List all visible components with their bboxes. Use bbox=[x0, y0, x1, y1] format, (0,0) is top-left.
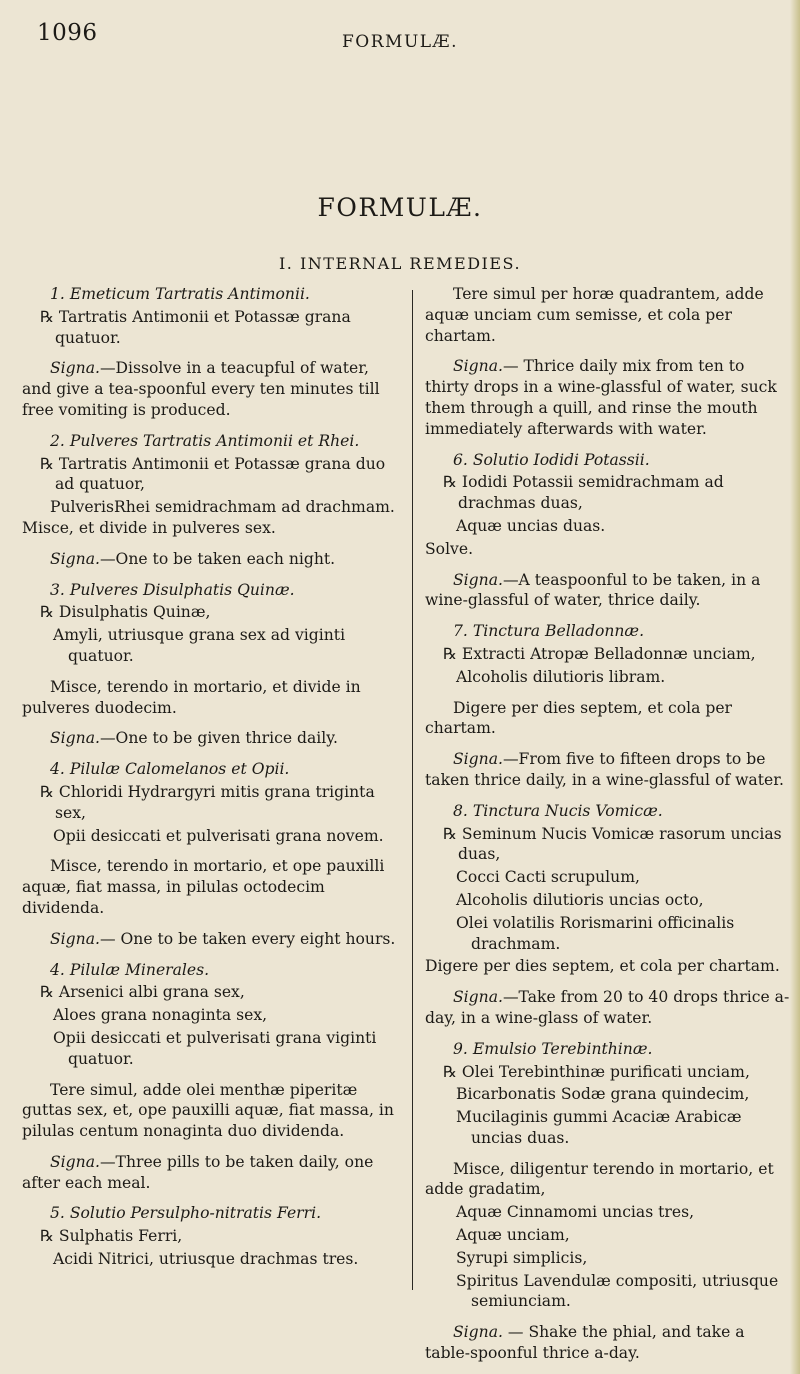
signa-label: Signa. bbox=[50, 359, 100, 378]
signa-instruction bbox=[425, 987, 790, 1029]
prescription-line: ℞ Tartratis Antimonii et Potassæ grana quatuor. bbox=[40, 307, 351, 347]
signa-text: —Three pills to be taken daily, one after each meal. bbox=[22, 1152, 374, 1192]
page-edge-shadow bbox=[790, 0, 800, 1374]
ingredient-line: Aquæ uncias duas. bbox=[456, 516, 606, 535]
signa-text: — Thrice daily mix from ten to thirty drops in a wine-glassful of water, suck them through a quill, and rinse the mouth immediately afterwards with water. bbox=[425, 357, 777, 438]
instruction-text: Tere simul, adde olei menthæ piperitæ guttas sex, et, ope pauxilli aquæ, fiat massa, in pilulas centum nonaginta duo dividenda. bbox=[22, 1080, 394, 1141]
signa-text: — Shake the phial, and take a table-spoonful thrice a-day. bbox=[425, 1323, 745, 1363]
signa-text: — One to be taken every eight hours. bbox=[99, 929, 396, 948]
instruction-text: Misce, diligentur terendo in mortario, et adde gradatim, bbox=[425, 1159, 774, 1199]
ingredient-line: Aquæ Cinnamomi uncias tres, bbox=[456, 1203, 695, 1222]
ingredient-line: Aloes grana nonaginta sex, bbox=[53, 1006, 268, 1025]
ingredient-line: Acidi Nitrici, utriusque drachmas tres. bbox=[53, 1250, 359, 1269]
instruction-text: Misce, terendo in mortario, et divide in pulveres duodecim. bbox=[22, 677, 361, 717]
page-number: 1096 bbox=[37, 20, 98, 46]
instruction-text: Solve. bbox=[425, 539, 474, 558]
signa-instruction bbox=[22, 728, 400, 749]
ingredient-line: Aquæ unciam, bbox=[456, 1226, 570, 1245]
signa-text: —Dissolve in a teacupful of water, and give a tea-spoonful every ten minutes till free vomiting is produced. bbox=[22, 359, 380, 419]
prescription-line: ℞ Disulphatis Quinæ, bbox=[40, 603, 211, 622]
instruction-text: PulverisRhei semidrachmam ad drachmam. Misce, et divide in pulveres sex. bbox=[22, 498, 395, 537]
ingredient-line: Syrupi simplicis, bbox=[456, 1248, 588, 1267]
ingredient-line: Alcoholis dilutioris libram. bbox=[456, 667, 666, 686]
left-column bbox=[22, 284, 400, 1280]
signa-text: —Take from 20 to 40 drops thrice a-day, in a wine-glass of water. bbox=[425, 988, 790, 1027]
section-heading: I. INTERNAL REMEDIES. bbox=[278, 254, 522, 273]
formula-heading: 3. Pulveres Disulphatis Quinæ. bbox=[50, 580, 295, 599]
signa-label: Signa. bbox=[453, 988, 503, 1007]
signa-text: —One to be taken each night. bbox=[99, 549, 336, 568]
signa-text: —One to be given thrice daily. bbox=[99, 729, 338, 748]
prescription-line: ℞ Tartratis Antimonii et Potassæ grana duo ad quatuor, bbox=[40, 454, 386, 494]
ingredient-line: Olei volatilis Rorismarini officinalis drachmam. bbox=[456, 913, 735, 953]
prescription-line: ℞ Olei Terebinthinæ purificati unciam, bbox=[443, 1062, 750, 1081]
formula-heading: 6. Solutio Iodidi Potassii. bbox=[453, 450, 650, 469]
formula-heading: 4. Pilulæ Calomelanos et Opii. bbox=[50, 760, 290, 779]
prescription-line: ℞ Extracti Atropæ Belladonnæ unciam, bbox=[443, 644, 756, 663]
signa-instruction bbox=[425, 356, 790, 439]
prescription-line: ℞ Chloridi Hydrargyri mitis grana triginta sex, bbox=[40, 782, 375, 822]
signa-text: —A teaspoonful to be taken, in a wine-glassful of water, thrice daily. bbox=[425, 570, 761, 610]
signa-text: —From five to fifteen drops to be taken thrice daily, in a wine-glassful of water. bbox=[425, 750, 784, 789]
signa-label: Signa. bbox=[453, 1323, 503, 1342]
ingredient-line: Mucilaginis gummi Acaciæ Arabicæ uncias duas. bbox=[456, 1108, 742, 1147]
formula-heading: 9. Emulsio Terebinthinæ. bbox=[453, 1039, 653, 1058]
signa-instruction bbox=[425, 570, 790, 612]
signa-instruction bbox=[425, 1322, 790, 1364]
signa-instruction bbox=[22, 929, 400, 950]
signa-label: Signa. bbox=[453, 570, 503, 589]
ingredient-line: Spiritus Lavendulæ compositi, utriusque semiunciam. bbox=[456, 1271, 779, 1311]
signa-label: Signa. bbox=[50, 1152, 100, 1171]
instruction-text: Tere simul per horæ quadrantem, adde aquæ unciam cum semisse, et cola per chartam. bbox=[425, 285, 764, 345]
column-divider bbox=[412, 290, 413, 1290]
signa-instruction bbox=[425, 749, 790, 791]
formula-heading: 1. Emeticum Tartratis Antimonii. bbox=[50, 285, 310, 303]
prescription-line: ℞ Iodidi Potassii semidrachmam ad drachmas duas, bbox=[443, 473, 724, 513]
ingredient-line: Alcoholis dilutioris uncias octo, bbox=[456, 890, 704, 909]
instruction-text: Misce, terendo in mortario, et ope pauxilli aquæ, fiat massa, in pilulas octodecim dividenda. bbox=[22, 857, 385, 917]
formula-heading: 7. Tinctura Belladonnæ. bbox=[453, 622, 645, 641]
signa-label: Signa. bbox=[453, 357, 503, 376]
signa-instruction bbox=[22, 549, 400, 570]
formula-heading: 5. Solutio Persulpho-nitratis Ferri. bbox=[50, 1204, 322, 1223]
signa-label: Signa. bbox=[453, 750, 503, 769]
prescription-line: ℞ Seminum Nucis Vomicæ rasorum uncias duas, bbox=[443, 824, 782, 864]
right-column bbox=[425, 284, 790, 1374]
formula-heading: 2. Pulveres Tartratis Antimonii et Rhei. bbox=[50, 431, 360, 450]
ingredient-line: Cocci Cacti scrupulum, bbox=[456, 868, 640, 887]
prescription-line: ℞ Arsenici albi grana sex, bbox=[40, 983, 245, 1002]
page-title: FORMULÆ. bbox=[317, 193, 483, 222]
instruction-text: Digere per dies septem, et cola per chartam. bbox=[425, 698, 733, 738]
signa-label: Signa. bbox=[50, 729, 100, 748]
signa-instruction bbox=[22, 1152, 400, 1194]
instruction-text: Digere per dies septem, et cola per chartam. bbox=[425, 957, 780, 976]
prescription-line: ℞ Sulphatis Ferri, bbox=[40, 1227, 183, 1246]
ingredient-line: Bicarbonatis Sodæ grana quindecim, bbox=[456, 1085, 750, 1104]
ingredient-line: Opii desiccati et pulverisati grana viginti quatuor. bbox=[53, 1028, 377, 1068]
ingredient-line: Opii desiccati et pulverisati grana novem. bbox=[53, 826, 384, 845]
signa-instruction bbox=[22, 358, 400, 420]
running-head: FORMULÆ. bbox=[342, 32, 458, 52]
ingredient-line: Amyli, utriusque grana sex ad viginti quatuor. bbox=[53, 626, 346, 665]
formula-heading: 4. Pilulæ Minerales. bbox=[50, 960, 210, 979]
signa-label: Signa. bbox=[50, 549, 100, 568]
formula-heading: 8. Tinctura Nucis Vomicæ. bbox=[453, 801, 663, 820]
signa-label: Signa. bbox=[50, 929, 100, 948]
